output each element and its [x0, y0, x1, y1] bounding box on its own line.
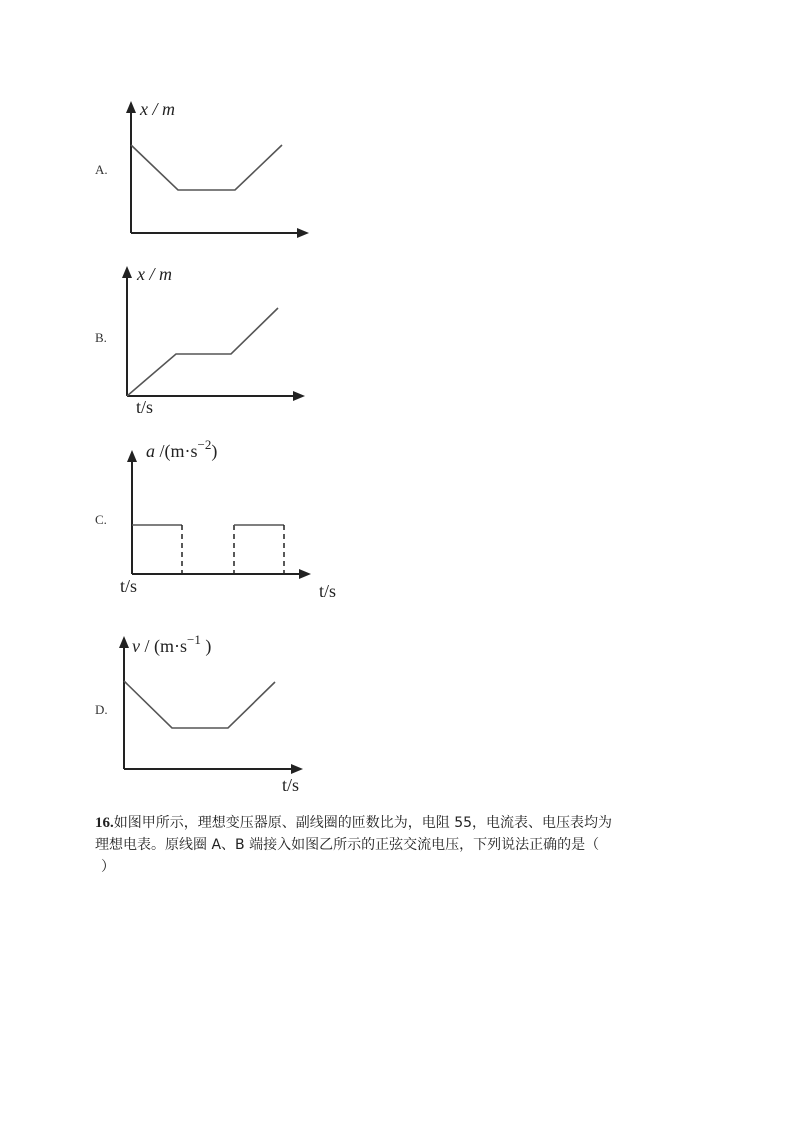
x-axis-arrow [297, 228, 309, 238]
graph-b [110, 258, 320, 418]
question-text-1: 如图甲所示，理想变压器原、副线圈的匝数比为，电阻 55，电流表、电压表均为 [113, 815, 613, 831]
y-axis-arrow [126, 101, 136, 113]
option-c-label: C. [95, 512, 107, 527]
displacement-curve [127, 308, 278, 396]
velocity-curve [124, 681, 275, 728]
x-axis-arrow [293, 391, 305, 401]
y-axis-title: x / m [137, 264, 172, 284]
option-d-label: D. [95, 702, 108, 717]
y-axis-title: x / m [140, 99, 175, 119]
x-axis-title: t/s [319, 581, 337, 601]
displacement-curve [131, 145, 282, 190]
x-axis-title: t/s [136, 397, 154, 417]
x-axis-title: t/s [282, 775, 300, 795]
x-axis-arrow [291, 764, 303, 774]
option-b-label: B. [95, 330, 107, 345]
graph-d [110, 628, 320, 798]
y-axis-arrow [119, 636, 129, 648]
question-line-2: 理想电表。原线圈 A、B 端接入如图乙所示的正弦交流电压，下列说法正确的是（ [95, 837, 600, 853]
graph-a [110, 95, 320, 245]
question-line-3: ） [101, 859, 115, 875]
question-16 [95, 812, 695, 878]
option-a-label: A. [95, 162, 108, 177]
y-axis-arrow [122, 266, 132, 278]
origin-label: t/s [120, 576, 138, 596]
graph-c [110, 438, 350, 603]
y-axis-title: a $/(m\cdot s^{-2})$ [146, 437, 218, 461]
question-number: 16. [95, 815, 114, 831]
question-line-1 [95, 812, 695, 834]
y-axis-arrow [127, 450, 137, 462]
y-axis-title: $v / (m\cdot s^{-1}$ ) [132, 632, 212, 656]
x-axis-arrow [299, 569, 311, 579]
